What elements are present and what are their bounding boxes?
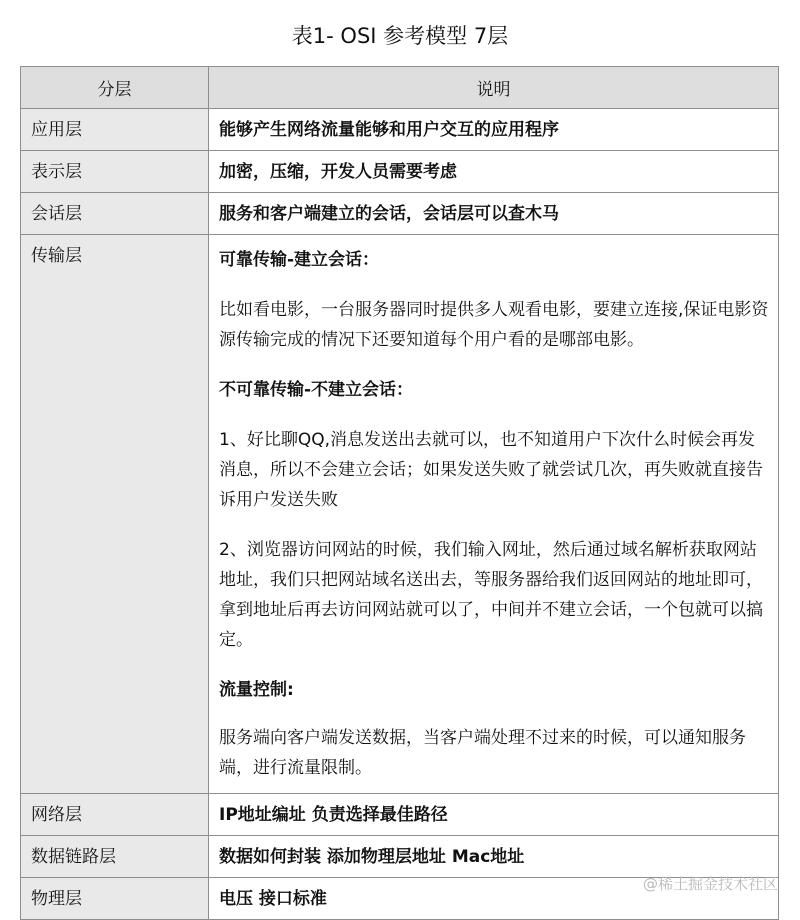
osi-table: [20, 66, 779, 920]
table-row: [21, 151, 779, 193]
table-row: [21, 235, 779, 794]
layer-name: 会话层: [21, 193, 209, 235]
layer-description: 加密，压缩，开发人员需要考虑: [209, 151, 779, 193]
paragraph-heading: 不可靠传输-不建立会话：: [219, 380, 414, 400]
layer-name: 传输层: [21, 235, 209, 794]
layer-description: 电压 接口标准: [209, 878, 779, 920]
paragraph: 服务端向客户端发送数据，当客户端处理不过来的时候，可以通知服务端，进行流量限制。: [219, 728, 746, 778]
watermark: @稀土掘金技术社区: [642, 875, 778, 893]
paragraph-heading: 流量控制:: [219, 680, 294, 700]
layer-description: 数据如何封装 添加物理层地址 Mac地址: [209, 836, 779, 878]
layer-description: 服务和客户端建立的会话，会话层可以查木马: [209, 193, 779, 235]
column-header-layer: 分层: [21, 67, 209, 109]
column-header-description: 说明: [209, 67, 779, 109]
layer-description: 能够产生网络流量能够和用户交互的应用程序: [209, 109, 779, 151]
layer-name: 表示层: [21, 151, 209, 193]
layer-description: IP地址编址 负责选择最佳路径: [209, 794, 779, 836]
paragraph: 比如看电影，一台服务器同时提供多人观看电影，要建立连接,保证电影资源传输完成的情况下还要知道每个用户看的是哪部电影。: [219, 300, 769, 350]
paragraph: 1、好比聊QQ,消息发送出去就可以，也不知道用户下次什么时候会再发消息，所以不会建立会话；如果发送失败了就尝试几次，再失败就直接告诉用户发送失败: [219, 430, 763, 510]
table-header-row: [21, 67, 779, 109]
layer-name: 数据链路层: [21, 836, 209, 878]
table-row: [21, 109, 779, 151]
table-row: [21, 193, 779, 235]
layer-name: 物理层: [21, 878, 209, 920]
layer-name: 应用层: [21, 109, 209, 151]
table-row: [21, 836, 779, 878]
layer-description: [209, 235, 779, 794]
table-title: 表1- OSI 参考模型 7层: [291, 24, 509, 48]
table-row: [21, 794, 779, 836]
paragraph: 2、浏览器访问网站的时候，我们输入网址，然后通过域名解析获取网站地址，我们只把网站域名送出去，等服务器给我们返回网站的地址即可，拿到地址后再去访问网站就可以了，中间并不建立会话，一个包就可以搞定。: [219, 540, 763, 650]
paragraph-heading: 可靠传输-建立会话：: [219, 250, 380, 270]
layer-name: 网络层: [21, 794, 209, 836]
